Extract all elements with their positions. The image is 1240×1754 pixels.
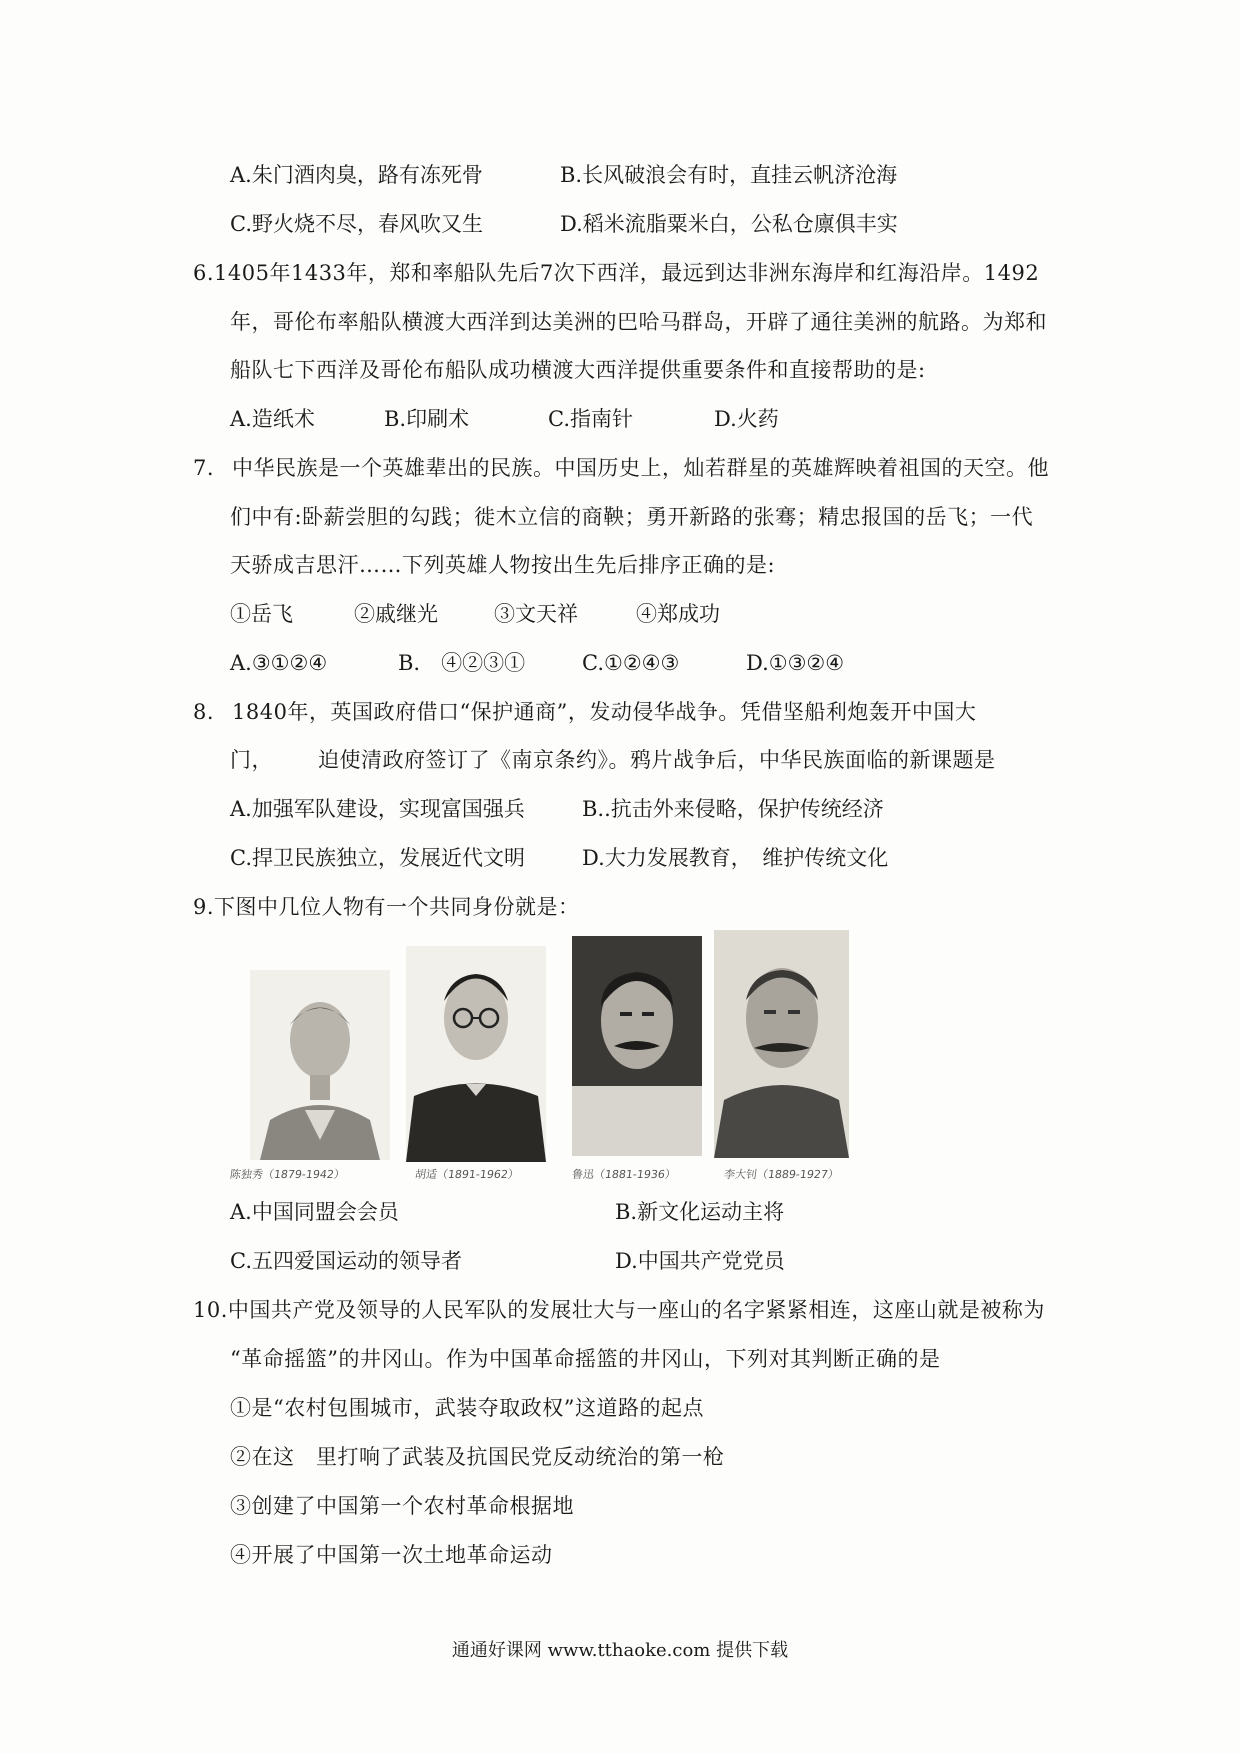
q6-line-2: 年，哥伦布率船队横渡大西洋到达美洲的巴哈马群岛，开辟了通往美洲的航路。为郑和 bbox=[230, 310, 1047, 334]
q9-line-1: 9.下图中几位人物有一个共同身份就是： bbox=[193, 895, 580, 919]
q7-number: 7. bbox=[193, 456, 215, 480]
q7-option-a: A.③①②④ bbox=[230, 651, 328, 675]
q9-option-b: B.新文化运动主将 bbox=[615, 1200, 785, 1224]
q10-item-1: ①是“农村包围城市，武装夺取政权”这道路的起点 bbox=[230, 1396, 704, 1420]
q8-number: 8. bbox=[193, 700, 215, 724]
q10-line-1: 10.中国共产党及领导的人民军队的发展壮大与一座山的名字紧紧相连，这座山就是被称为 bbox=[193, 1298, 1045, 1322]
q6-option-c: C.指南针 bbox=[548, 407, 633, 431]
q10-item-4: ④开展了中国第一次土地革命运动 bbox=[230, 1543, 553, 1567]
portrait-lu-xun bbox=[572, 936, 702, 1156]
q7-item-3: ③文天祥 bbox=[494, 602, 578, 626]
q5-option-c: C.野火烧不尽，春风吹又生 bbox=[230, 212, 483, 236]
q6-option-d: D.火药 bbox=[714, 407, 779, 431]
caption-li-dazhao: 李大钊（1889-1927） bbox=[723, 1168, 840, 1181]
q7-line-2: 们中有:卧薪尝胆的勾践；徙木立信的商鞅；勇开新路的张骞；精忠报国的岳飞；一代 bbox=[230, 505, 1034, 529]
q7-option-c: C.①②④③ bbox=[582, 651, 680, 675]
q8-option-a: A.加强军队建设，实现富国强兵 bbox=[230, 797, 525, 821]
portrait-photos bbox=[229, 930, 910, 1190]
q10-item-2: ②在这 里打响了武装及抗国民党反动统治的第一枪 bbox=[230, 1445, 725, 1469]
q7-option-d: D.①③②④ bbox=[746, 651, 845, 675]
q9-option-c: C.五四爱国运动的领导者 bbox=[230, 1249, 462, 1273]
q6-option-b: B.印刷术 bbox=[384, 407, 470, 431]
q7-item-2: ②戚继光 bbox=[354, 602, 438, 626]
q9-option-a: A.中国同盟会会员 bbox=[230, 1200, 399, 1224]
portrait-li-dazhao bbox=[714, 930, 849, 1158]
q10-item-3: ③创建了中国第一个农村革命根据地 bbox=[230, 1494, 574, 1518]
caption-chen-duxiu: 陈独秀（1879-1942） bbox=[229, 1168, 346, 1181]
q7-line-1: 中华民族是一个英雄辈出的民族。中国历史上，灿若群星的英雄辉映着祖国的天空。他 bbox=[232, 456, 1049, 480]
caption-lu-xun: 鲁迅（1881-1936） bbox=[571, 1168, 677, 1181]
q7-line-3: 天骄成吉思汗……下列英雄人物按出生先后排序正确的是: bbox=[230, 553, 776, 577]
q10-line-2: “革命摇篮”的井冈山。作为中国革命摇篮的井冈山，下列对其判断正确的是 bbox=[230, 1347, 941, 1371]
q7-option-b: B. ④②③① bbox=[398, 651, 526, 675]
caption-hu-shi: 胡适（1891-1962） bbox=[414, 1168, 520, 1181]
q8-line-2a: 门， bbox=[230, 748, 273, 772]
q8-option-c: C.捍卫民族独立，发展近代文明 bbox=[230, 846, 525, 870]
q9-option-d: D.中国共产党党员 bbox=[615, 1249, 785, 1273]
q8-option-b: B..抗击外来侵略，保护传统经济 bbox=[582, 797, 884, 821]
q7-item-4: ④郑成功 bbox=[636, 602, 720, 626]
q6-option-a: A.造纸术 bbox=[230, 407, 315, 431]
q5-option-a: A.朱门酒肉臭，路有冻死骨 bbox=[230, 163, 483, 187]
page-footer: 通通好课网 www.tthaoke.com 提供下载 bbox=[451, 1640, 789, 1661]
q8-option-d: D.大力发展教育， 维护传统文化 bbox=[582, 846, 889, 870]
q6-line-1: 6.1405年1433年，郑和率船队先后7次下西洋，最远到达非洲东海岸和红海沿岸。1492 bbox=[193, 261, 1040, 285]
portrait-chen-duxiu bbox=[250, 970, 390, 1160]
q5-option-b: B.长风破浪会有时，直挂云帆济沧海 bbox=[560, 163, 898, 187]
q5-option-d: D.稻米流脂粟米白，公私仓廪俱丰实 bbox=[560, 212, 898, 236]
q6-line-3: 船队七下西洋及哥伦布船队成功横渡大西洋提供重要条件和直接帮助的是: bbox=[230, 358, 926, 382]
q8-line-1: 1840年，英国政府借口“保护通商”，发动侵华战争。凭借坚船利炮轰开中国大 bbox=[232, 700, 977, 724]
portrait-hu-shi bbox=[406, 946, 546, 1162]
q8-line-2b: 迫使清政府签订了《南京条约》。鸦片战争后，中华民族面临的新课题是 bbox=[318, 748, 996, 772]
q7-item-1: ①岳飞 bbox=[230, 602, 293, 626]
